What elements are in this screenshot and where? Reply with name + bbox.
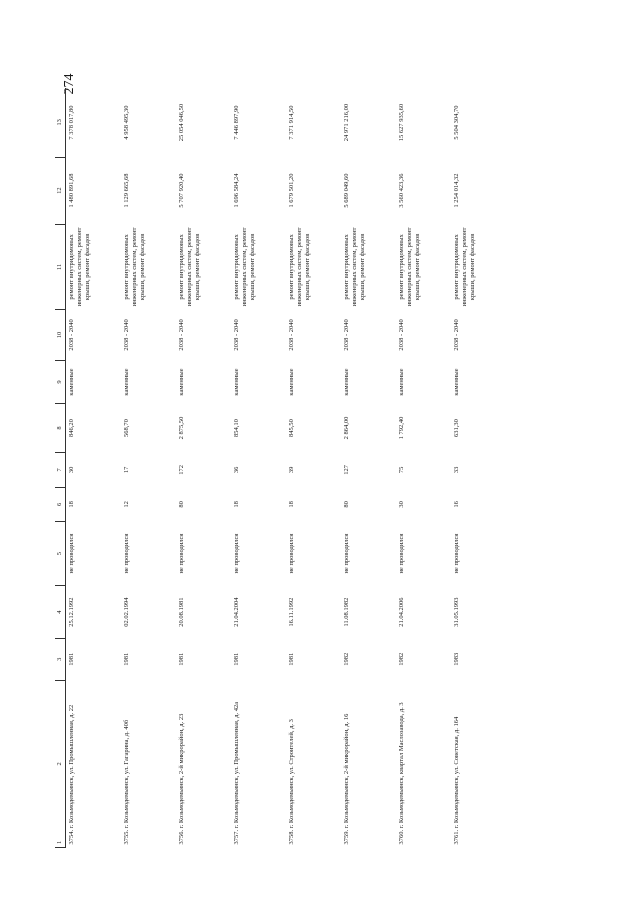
year-cell: 1981 <box>68 652 75 666</box>
works-cell: ремонт внутридомовых инженерных систем, ремонт крыши, ремонт фасадов <box>453 227 477 307</box>
date-cell: 21.04.2004 <box>233 597 240 627</box>
column-header: 7 <box>55 452 66 488</box>
material-cell: каменные <box>68 368 75 396</box>
column-header: 4 <box>55 586 66 638</box>
storeys-cell: 18 <box>288 501 295 508</box>
column-header: 8 <box>55 404 66 452</box>
table-row <box>396 88 451 848</box>
column-header: 5 <box>55 521 66 586</box>
area-cell: 854,10 <box>233 419 240 437</box>
column-header: 3 <box>55 638 66 680</box>
works-cell: ремонт внутридомовых инженерных систем, ремонт крыши, ремонт фасадов <box>233 227 257 307</box>
year-cell: 1981 <box>123 652 130 666</box>
cost-works-cell: 3 560 423,36 <box>398 173 405 208</box>
works-cell: ремонт внутридомовых инженерных систем, ремонт крыши, ремонт фасадов <box>398 227 422 307</box>
period-cell: 2038 - 2040 <box>343 319 350 351</box>
date-cell: 25.12.1992 <box>68 597 75 627</box>
cost-total-cell: 4 958 495,30 <box>123 105 130 140</box>
table-row <box>341 88 396 848</box>
table-row <box>286 88 341 848</box>
cost-total-cell: 7 371 914,50 <box>288 105 295 140</box>
cost-works-cell: 1 696 584,24 <box>233 173 240 208</box>
storeys-cell: 12 <box>123 501 130 508</box>
period-cell: 2038 - 2040 <box>398 319 405 351</box>
area-cell: 846,20 <box>68 419 75 437</box>
address-cell: 3759. г. Козьмодемьянск, 2-й микрорайон, д. 16 <box>343 713 350 845</box>
year-cell: 1981 <box>288 652 295 666</box>
works-cell: ремонт внутридомовых инженерных систем, ремонт крыши, ремонт фасадов <box>68 227 92 307</box>
cost-works-cell: 1 679 501,20 <box>288 173 295 208</box>
material-cell: каменные <box>398 368 405 396</box>
apartments-cell: 17 <box>123 466 130 474</box>
period-cell: 2038 - 2040 <box>233 319 240 351</box>
column-numbers-row <box>55 88 66 848</box>
cost-total-cell: 15 627 935,60 <box>398 103 405 142</box>
address-cell: 3760. г. Козьмодемьянск, квартал Маслозавода, д. 3 <box>398 702 405 845</box>
period-cell: 2038 - 2040 <box>178 319 185 351</box>
cost-total-cell: 25 054 046,50 <box>178 103 185 142</box>
page-number: 274 <box>62 73 77 95</box>
material-cell: каменные <box>233 368 240 396</box>
cost-works-cell: 5 689 049,60 <box>343 173 350 208</box>
apartments-cell: 39 <box>288 466 295 474</box>
expertise-cell: не проводился <box>398 533 405 574</box>
column-header: 11 <box>55 224 66 310</box>
column-number-2: 2 <box>55 762 63 766</box>
table-row <box>121 88 176 848</box>
cost-total-cell: 5 504 304,70 <box>453 105 460 140</box>
storeys-cell: 18 <box>233 501 240 508</box>
date-cell: 11.08.1982 <box>343 597 350 627</box>
cost-works-cell: 5 707 920,40 <box>178 173 185 208</box>
period-cell: 2038 - 2040 <box>453 319 460 351</box>
column-header: 13 <box>55 88 66 157</box>
table-row <box>451 88 506 848</box>
period-cell: 2038 - 2040 <box>288 319 295 351</box>
cost-total-cell: 24 971 216,00 <box>343 103 350 142</box>
year-cell: 1982 <box>398 652 405 666</box>
column-header: 9 <box>55 360 66 404</box>
rotated-page <box>55 88 545 848</box>
column-header: 6 <box>55 488 66 521</box>
area-cell: 845,50 <box>288 419 295 437</box>
column-number-1: 1 <box>56 840 63 844</box>
address-cell: 3754. г. Козьмодемьянск, ул. Промышленная, д. 22 <box>68 704 75 845</box>
material-cell: каменные <box>453 368 460 396</box>
area-cell: 568,70 <box>123 419 130 437</box>
works-cell: ремонт внутридомовых инженерных систем, ремонт крыши, ремонт фасадов <box>343 227 367 307</box>
cost-works-cell: 1 129 665,68 <box>123 173 130 208</box>
period-cell: 2038 - 2040 <box>68 319 75 351</box>
material-cell: каменные <box>123 368 130 396</box>
apartments-cell: 33 <box>453 466 460 474</box>
address-cell: 3758. г. Козьмодемьянск, ул. Строителей, д. 3 <box>288 719 295 845</box>
apartments-cell: 30 <box>68 466 75 474</box>
year-cell: 1982 <box>343 652 350 666</box>
apartments-cell: 172 <box>178 465 185 475</box>
date-cell: 21.04.2006 <box>398 597 405 627</box>
expertise-cell: не проводился <box>288 533 295 574</box>
storeys-cell: 18 <box>68 501 75 508</box>
storeys-cell: 16 <box>453 501 460 508</box>
storeys-cell: 80 <box>343 501 350 508</box>
works-cell: ремонт внутридомовых инженерных систем, ремонт крыши, ремонт фасадов <box>123 227 147 307</box>
address-cell: 3755. г. Козьмодемьянск, ул. Гагарина, д. 40б <box>123 719 130 845</box>
year-cell: 1981 <box>178 652 185 666</box>
area-cell: 2 864,00 <box>343 416 350 440</box>
cost-works-cell: 1 480 891,68 <box>68 173 75 208</box>
year-cell: 1983 <box>453 652 460 666</box>
date-cell: 02.02.1994 <box>123 597 130 627</box>
material-cell: каменные <box>288 368 295 396</box>
works-cell: ремонт внутридомовых инженерных систем, ремонт крыши, ремонт фасадов <box>288 227 312 307</box>
material-cell: каменные <box>343 368 350 396</box>
address-cell: 3757. г. Козьмодемьянск, ул. Промышленная, д. 42а <box>233 701 240 845</box>
table-row <box>66 88 122 848</box>
area-cell: 1 792,40 <box>398 416 405 440</box>
date-cell: 31.05.1993 <box>453 597 460 627</box>
apartments-cell: 75 <box>398 466 405 474</box>
buildings-table <box>55 88 506 848</box>
apartments-cell: 36 <box>233 466 240 474</box>
table-row <box>231 88 286 848</box>
storeys-cell: 30 <box>398 501 405 508</box>
table-body <box>66 88 507 848</box>
column-header: 10 <box>55 310 66 360</box>
date-cell: 16.11.1992 <box>288 597 295 627</box>
expertise-cell: не проводился <box>123 533 130 574</box>
period-cell: 2038 - 2040 <box>123 319 130 351</box>
expertise-cell: не проводился <box>233 533 240 574</box>
apartments-cell: 127 <box>343 465 350 475</box>
works-cell: ремонт внутридомовых инженерных систем, ремонт крыши, ремонт фасадов <box>178 227 202 307</box>
address-cell: 3756. г. Козьмодемьянск, 2-й микрорайон, д. 23 <box>178 713 185 845</box>
area-cell: 631,30 <box>453 419 460 437</box>
expertise-cell: не проводился <box>68 533 75 574</box>
expertise-cell: не проводился <box>178 533 185 574</box>
address-cell: 3761. г. Козьмодемьянск, ул. Советская, д. 164 <box>453 716 460 845</box>
material-cell: каменные <box>178 368 185 396</box>
column-header: 12 <box>55 157 66 224</box>
expertise-cell: не проводился <box>453 533 460 574</box>
cost-total-cell: 7 446 897,90 <box>233 105 240 140</box>
column-header <box>55 680 66 847</box>
cost-total-cell: 7 378 017,80 <box>68 105 75 140</box>
expertise-cell: не проводился <box>343 533 350 574</box>
table-row <box>176 88 231 848</box>
area-cell: 2 875,50 <box>178 416 185 440</box>
year-cell: 1981 <box>233 652 240 666</box>
storeys-cell: 80 <box>178 501 185 508</box>
date-cell: 20.08.1981 <box>178 597 185 627</box>
cost-works-cell: 1 254 014,32 <box>453 173 460 208</box>
